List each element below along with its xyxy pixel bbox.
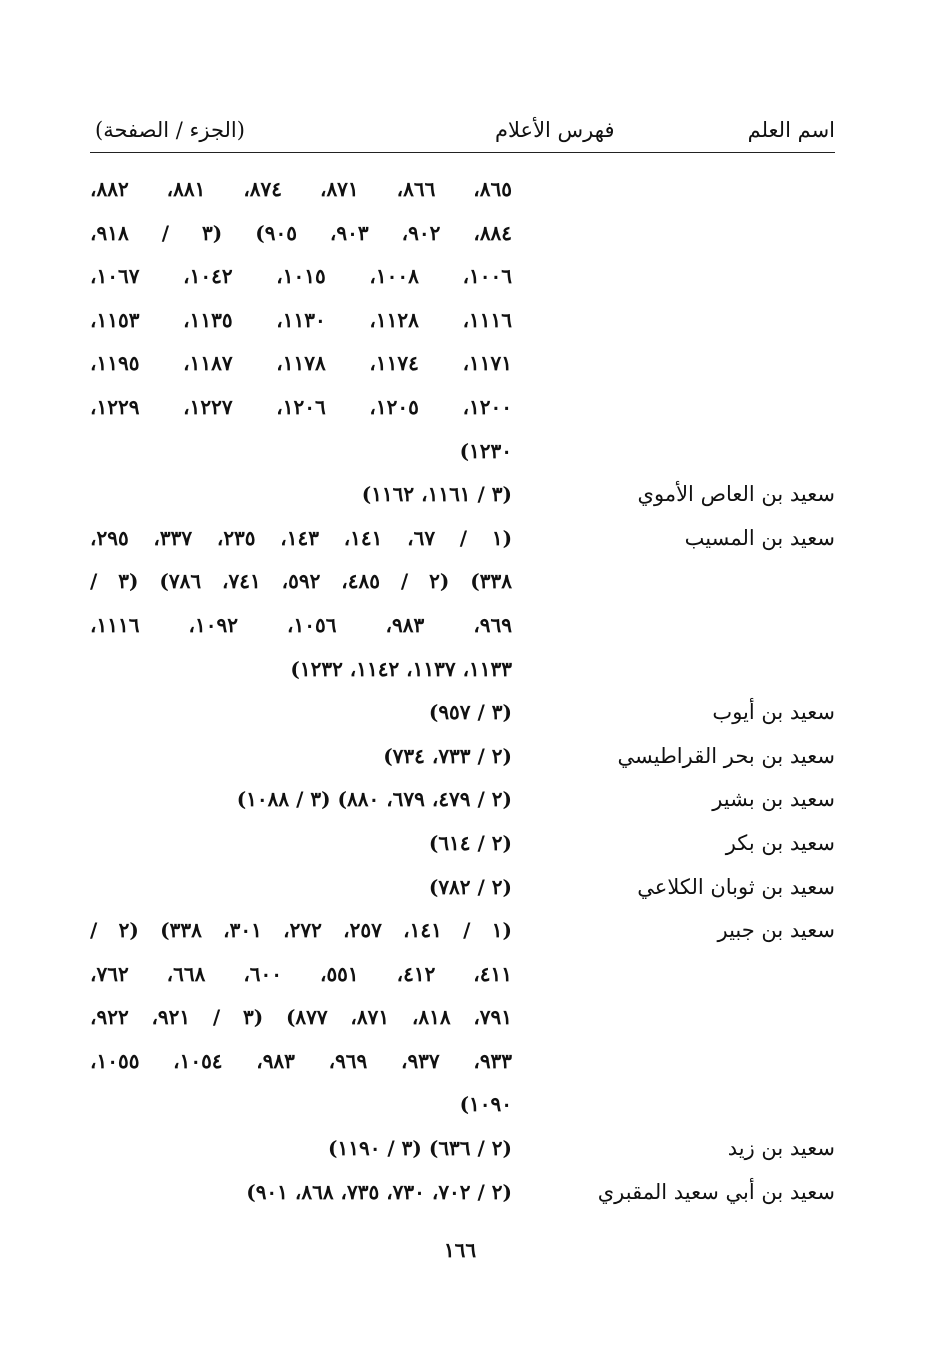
column-header-reference: (الجزء / الصفحة) [95,118,245,142]
reference-line: (٣ / ٩٥٧) [428,700,512,725]
reference-line: (٢ / ٦١٤) [428,830,512,855]
entry-name: سعيد بن بكر [725,830,835,855]
reference-line: ٤١١، ٤١٢، ٥٥١، ٦٠٠، ٦٦٨، ٧٦٢، [90,961,512,986]
entry-references [90,517,512,691]
entry-references [90,473,512,517]
entry-references [90,866,512,910]
entry-references [90,691,512,735]
index-entries [90,168,835,1214]
entry-name: سعيد بن أبي سعيد المقبري [597,1179,835,1204]
entry-references [90,778,512,822]
reference-line: (٢ / ٧٨٢) [428,874,512,899]
reference-line: ١١١٦، ١١٢٨، ١١٣٠، ١١٣٥، ١١٥٣، [90,307,512,332]
entry-name: سعيد بن بشير [712,787,835,812]
index-entry [90,517,835,691]
reference-line: ٨٨٤، ٩٠٢، ٩٠٣، ٩٠٥) (٣ / ٩١٨، [90,220,513,245]
index-entry [90,1127,835,1171]
reference-line: ٨٦٥، ٨٦٦، ٨٧١، ٨٧٤، ٨٨١، ٨٨٢، [90,177,512,201]
reference-line: (٢ / ٧٣٣، ٧٣٤) [383,743,512,768]
entry-references [90,909,512,1127]
entry-name: سعيد بن ثوبان الكلاعي [637,874,835,899]
entry-references [90,1127,512,1171]
entry-references [90,1171,512,1215]
reference-line: (٢ / ٤٧٩، ٦٧٩، ٨٨٠) (٣ / ١٠٨٨) [236,787,512,812]
index-entry [90,168,835,473]
index-entry [90,909,835,1127]
index-entry [90,735,835,779]
reference-line: ٩٣٣، ٩٣٧، ٩٦٩، ٩٨٣، ١٠٥٤، ١٠٥٥، [90,1048,513,1073]
entry-references [90,168,512,473]
reference-line: ٧٩١، ٨١٨، ٨٧١، ٨٧٧) (٣ / ٩٢١، ٩٢٢، [90,1005,513,1030]
entry-references [90,735,512,779]
reference-line: (١ / ٦٧، ١٤١، ١٤٣، ٢٣٥، ٣٣٧، ٢٩٥، [90,525,513,550]
entry-name: سعيد بن زيد [727,1136,835,1161]
reference-line: ١٠٩٠) [459,1092,512,1117]
entry-name: سعيد بن العاص الأموي [637,482,835,507]
reference-line: ٩٦٩، ٩٨٣، ١٠٥٦، ١٠٩٢، ١١١٦، [90,612,513,637]
index-entry [90,866,835,910]
reference-line: (٣ / ١١٦١، ١١٦٢) [361,482,512,507]
page-number: ١٦٦ [443,1238,477,1262]
entry-name: سعيد بن أيوب [712,700,835,725]
reference-line: (٢ / ٧٠٢، ٧٣٠، ٧٣٥، ٨٦٨، ٩٠١) [246,1179,512,1204]
reference-line: ١١٧١، ١١٧٤، ١١٧٨، ١١٨٧، ١١٩٥، [90,351,512,376]
reference-line: ٣٣٨) (٢ / ٤٨٥، ٥٩٢، ٧٤١، ٧٨٦) (٣ / [90,569,512,594]
reference-line: ١٠٠٦، ١٠٠٨، ١٠١٥، ١٠٤٢، ١٠٦٧، [90,264,512,289]
entry-name: سعيد بن جبير [717,918,835,943]
page-title: فهرس الأعلام [495,118,615,142]
index-entry [90,778,835,822]
index-entry [90,691,835,735]
reference-line: (١ / ١٤١، ٢٥٧، ٢٧٢، ٣٠١، ٣٣٨) (٢ / [90,918,512,943]
entry-name: سعيد بن المسيب [684,525,835,550]
entry-name: سعيد بن بحر القراطيسي [617,743,835,768]
entry-references [90,822,512,866]
index-entry [90,473,835,517]
reference-line: ١٢٣٠) [459,438,512,463]
index-entry [90,1171,835,1215]
column-header-name: اسم العلم [747,118,835,142]
reference-line: (٢ / ٦٣٦) (٣ / ١١٩٠) [328,1136,512,1161]
index-header [90,112,835,153]
reference-line: ١٢٠٠، ١٢٠٥، ١٢٠٦، ١٢٢٧، ١٢٢٩، [90,394,512,419]
reference-line: ١١٣٣، ١١٣٧، ١١٤٢، ١٢٣٢) [290,656,512,681]
index-entry [90,822,835,866]
